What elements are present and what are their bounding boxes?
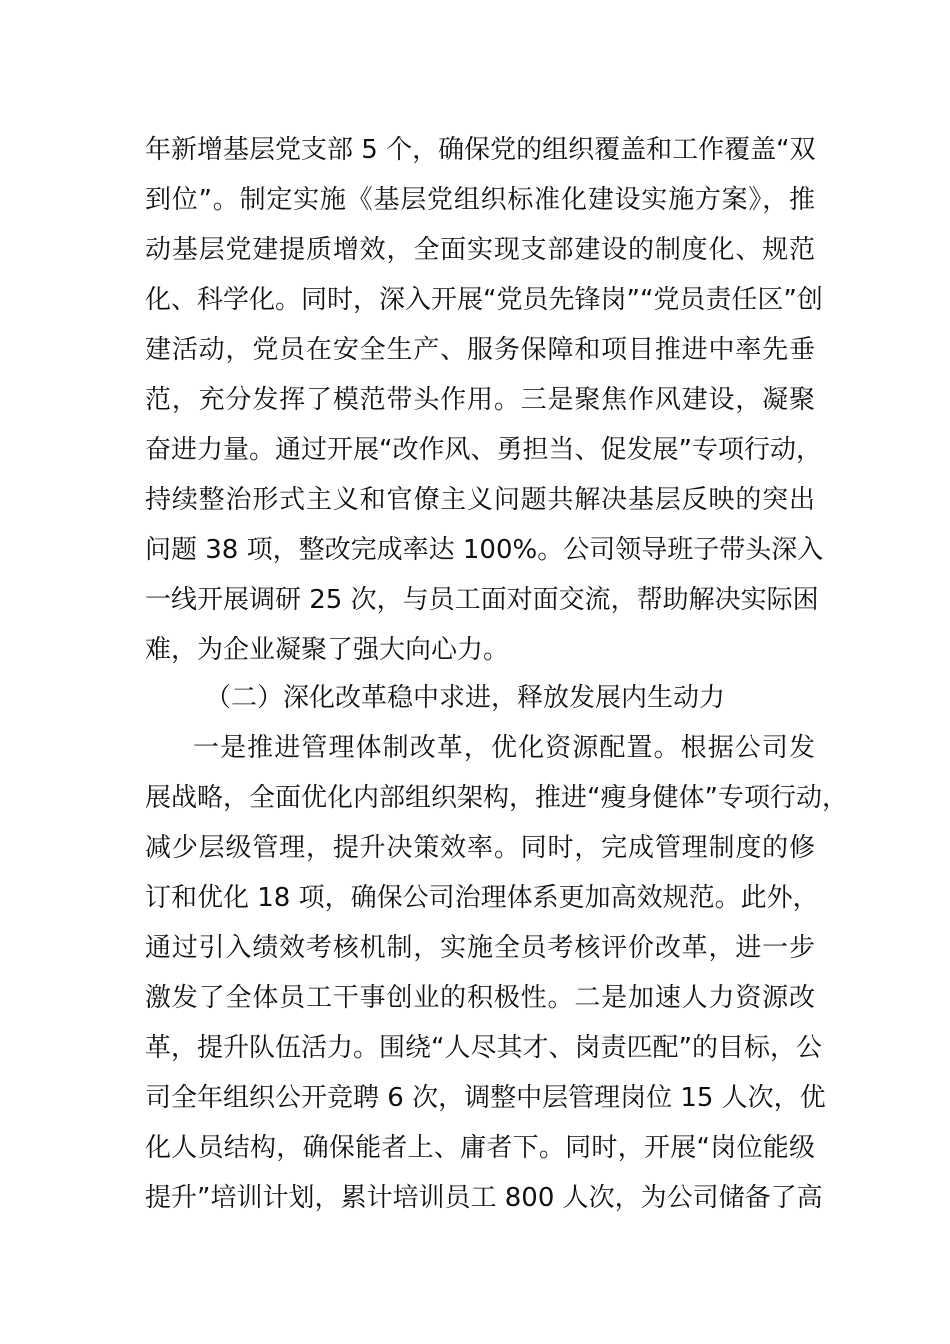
paragraph-line: 持续整治形式主义和官僚主义问题共解决基层反映的突出 — [145, 485, 815, 515]
paragraph-line: 建活动，党员在安全生产、服务保障和项目推进中率先垂 — [145, 335, 815, 365]
paragraph-line: 范，充分发挥了模范带头作用。三是聚焦作风建设，凝聚 — [145, 385, 815, 415]
paragraph-line: 化、科学化。同时，深入开展“党员先锋岗”“党员责任区”创 — [145, 285, 823, 315]
paragraph-line: 问题 38 项，整改完成率达 100%。公司领导班子带头深入 — [145, 535, 824, 565]
paragraph-line: 一线开展调研 25 次，与员工面对面交流，帮助解决实际困 — [145, 585, 819, 615]
paragraph-line: 革，提升队伍活力。围绕“人尽其才、岗责匹配”的目标，公 — [145, 1033, 822, 1063]
paragraph-line: 通过引入绩效考核机制，实施全员考核评价改革，进一步 — [145, 933, 815, 963]
paragraph-line: 展战略，全面优化内部组织架构，推进“瘦身健体”专项行动， — [145, 783, 848, 813]
paragraph-line: 减少层级管理，提升决策效率。同时，完成管理制度的修 — [145, 833, 815, 863]
paragraph-line: 提升”培训计划，累计培训员工 800 人次，为公司储备了高 — [145, 1183, 823, 1213]
paragraph-line: 激发了全体员工干事创业的积极性。二是加速人力资源改 — [145, 983, 815, 1013]
section-heading: （二）深化改革稳中求进，释放发展内生动力 — [205, 683, 726, 713]
paragraph-line: 年新增基层党支部 5 个，确保党的组织覆盖和工作覆盖“双 — [145, 135, 816, 165]
paragraph-line: 难，为企业凝聚了强大向心力。 — [145, 635, 510, 665]
paragraph-line: 到位”。制定实施《基层党组织标准化建设实施方案》，推 — [145, 185, 815, 215]
paragraph-line: 化人员结构，确保能者上、庸者下。同时，开展“岗位能级 — [145, 1133, 815, 1163]
paragraph-line: 奋进力量。通过开展“改作风、勇担当、促发展”专项行动， — [145, 435, 822, 465]
paragraph-line: 一是推进管理体制改革，优化资源配置。根据公司发 — [193, 733, 815, 763]
paragraph-line: 动基层党建提质增效，全面实现支部建设的制度化、规范 — [145, 235, 815, 265]
paragraph-line: 司全年组织公开竞聘 6 次，调整中层管理岗位 15 人次，优 — [145, 1083, 826, 1113]
paragraph-line: 订和优化 18 项，确保公司治理体系更加高效规范。此外， — [145, 883, 819, 913]
